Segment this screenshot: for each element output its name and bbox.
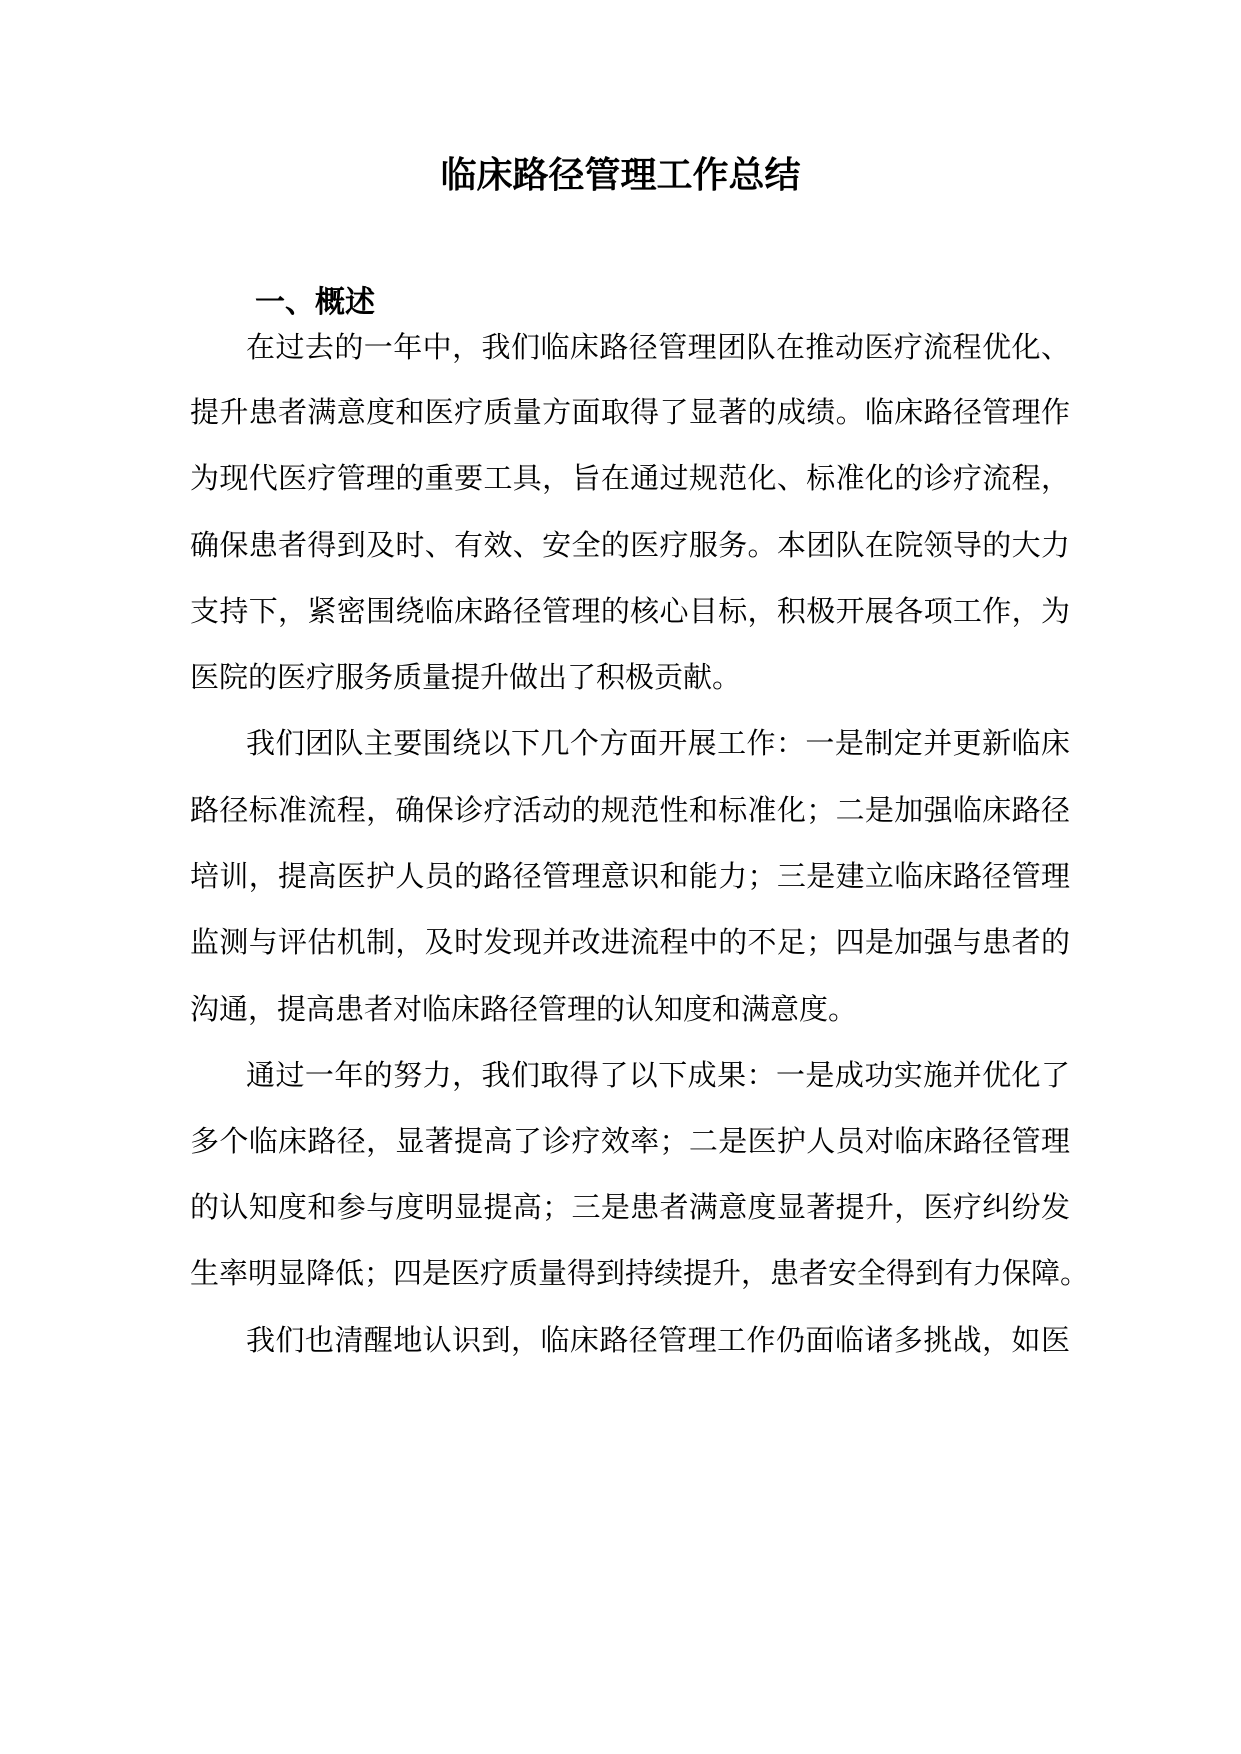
paragraph-line: 的认知度和参与度明显提高；三是患者满意度显著提升，医疗纠纷发	[190, 1190, 1070, 1224]
paragraph-line: 我们也清醒地认识到，临床路径管理工作仍面临诸多挑战，如医	[246, 1323, 1070, 1357]
paragraph-line: 通过一年的努力，我们取得了以下成果：一是成功实施并优化了	[246, 1058, 1070, 1092]
section-heading: 一、概述	[255, 285, 375, 320]
paragraph-line: 我们团队主要围绕以下几个方面开展工作：一是制定并更新临床	[246, 726, 1070, 760]
paragraph-line: 培训，提高医护人员的路径管理意识和能力；三是建立临床路径管理	[190, 859, 1070, 893]
paragraph-line: 为现代医疗管理的重要工具，旨在通过规范化、标准化的诊疗流程，	[190, 461, 1070, 495]
paragraph-line: 医院的医疗服务质量提升做出了积极贡献。	[190, 660, 742, 694]
paragraph-line: 监测与评估机制，及时发现并改进流程中的不足；四是加强与患者的	[190, 925, 1070, 959]
paragraph-line: 多个临床路径，显著提高了诊疗效率；二是医护人员对临床路径管理	[190, 1124, 1070, 1158]
paragraph-line: 确保患者得到及时、有效、安全的医疗服务。本团队在院领导的大力	[190, 528, 1070, 562]
document-title: 临床路径管理工作总结	[440, 155, 801, 196]
paragraph-line: 路径标准流程，确保诊疗活动的规范性和标准化；二是加强临床路径	[190, 793, 1070, 827]
paragraph-line: 支持下，紧密围绕临床路径管理的核心目标，积极开展各项工作，为	[190, 594, 1070, 628]
paragraph-line: 生率明显降低；四是医疗质量得到持续提升，患者安全得到有力保障。	[190, 1256, 1090, 1290]
paragraph-line: 在过去的一年中，我们临床路径管理团队在推动医疗流程优化、	[246, 330, 1070, 364]
paragraph-line: 提升患者满意度和医疗质量方面取得了显著的成绩。临床路径管理作	[190, 395, 1070, 429]
paragraph-line: 沟通，提高患者对临床路径管理的认知度和满意度。	[190, 992, 858, 1026]
